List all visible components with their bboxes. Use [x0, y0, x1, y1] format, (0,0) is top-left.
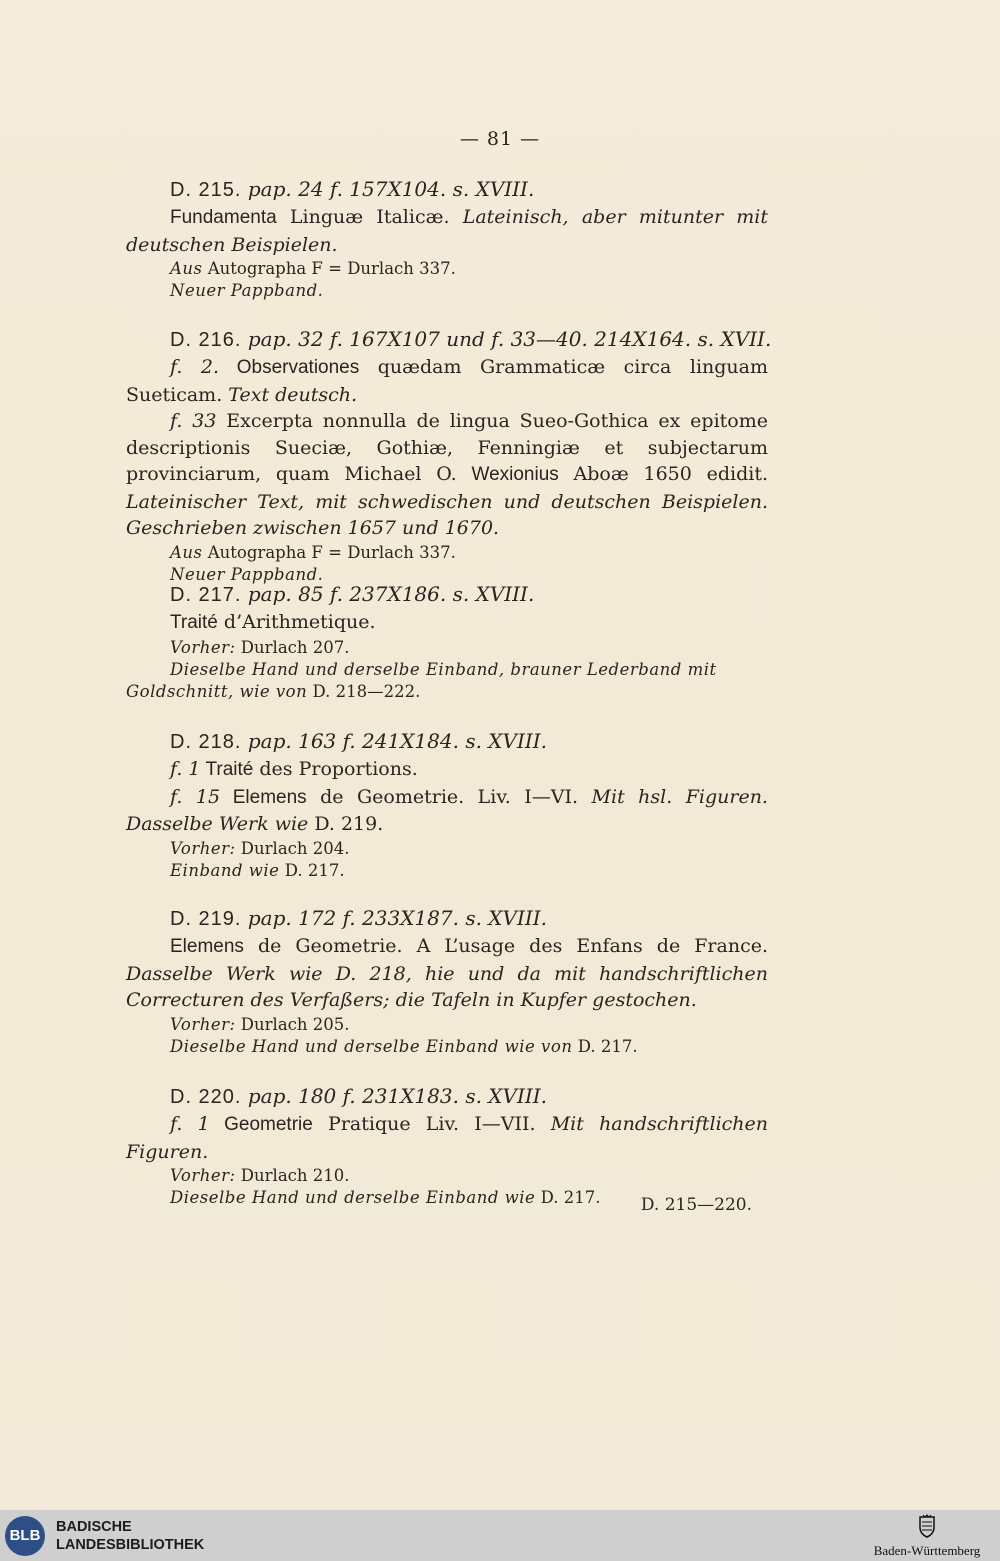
entry-description — [126, 204, 768, 258]
folio-reference: f. 33 — [170, 410, 217, 432]
provenance-note — [126, 860, 768, 882]
entry-description — [126, 933, 768, 1014]
entry-heading — [126, 904, 768, 933]
coat-of-arms-icon — [917, 1514, 937, 1538]
blb-logo[interactable]: BLB — [5, 1516, 45, 1556]
note-label: Vorher: — [170, 637, 236, 657]
entry-heading — [126, 580, 768, 609]
entry-signature: D. 220. — [170, 1086, 242, 1108]
entry-description — [126, 756, 768, 784]
provenance-note — [126, 838, 768, 860]
library-footer-bar — [0, 1510, 1000, 1561]
note-value: D. 217. — [535, 1188, 601, 1207]
entry-heading — [126, 727, 768, 756]
title-text: Excerpta nonnulla de lingua Sueo-Gothica ex epitome descriptionis Sueciæ, Gothiæ, Fenningiæ et subjectarum provinciarum, quam Michael O. — [126, 410, 768, 485]
folio-reference: f. 1 — [170, 758, 201, 780]
page-number: — 81 — — [459, 128, 541, 150]
note-label: Neuer Pappband. — [170, 564, 324, 584]
folio-reference: f. 2. — [170, 356, 220, 378]
catalog-entry — [126, 727, 768, 882]
note-label: Dieselbe Hand und derselbe Einband wie von — [170, 1036, 573, 1056]
note-label: Einband wie — [170, 860, 280, 880]
catalog-entry — [126, 175, 768, 302]
catalog-entry — [126, 325, 772, 586]
entry-physical-description: pap. 85 f. 237X186. s. XVIII. — [247, 582, 535, 606]
note-value: D. 218—222. — [307, 681, 421, 701]
provenance-note — [126, 659, 768, 703]
entry-description — [126, 408, 768, 542]
note-label: Vorher: — [170, 1166, 236, 1185]
note-label: Aus — [170, 542, 203, 562]
note-value: Autographa F = Durlach 337. — [202, 259, 456, 278]
title-text: Aboæ 1650 edidit. — [558, 463, 768, 485]
description-note: Dasselbe Werk wie D. 218, hie und da mit handschriftlichen Correcturen des Verfaßers; die Tafeln in Kupfer gestochen. — [126, 962, 768, 1011]
entry-heading — [126, 1082, 768, 1111]
title-keyword: Elemens — [220, 786, 307, 808]
provenance-note — [126, 1014, 768, 1036]
entry-signature: D. 219. — [170, 908, 242, 930]
entry-heading — [126, 175, 768, 204]
title-keyword: Elemens — [170, 936, 244, 957]
note-value: D. 217. — [279, 860, 345, 880]
title-text: de Geometrie. Liv. I—VI. — [306, 785, 592, 808]
note-label: Dieselbe Hand und derselbe Einband wie — [170, 1188, 536, 1207]
note-value: D. 217. — [572, 1036, 638, 1056]
title-text: Pratique Liv. I—VII. — [312, 1113, 551, 1135]
provenance-note — [126, 258, 768, 280]
cross-reference: D. 219. — [308, 813, 384, 835]
entry-signature: D. 216. — [170, 329, 242, 351]
description-note: Mit hsl. Figuren. Dasselbe Werk wie — [126, 785, 768, 835]
entry-physical-description: pap. 163 f. 241X184. s. XVIII. — [247, 729, 548, 753]
note-value: Durlach 205. — [235, 1014, 350, 1034]
title-text: d’Arithmetique. — [217, 611, 376, 633]
title-text: des Proportions. — [253, 758, 418, 780]
library-name[interactable] — [56, 1518, 204, 1554]
state-name: Baden-Württemberg — [873, 1543, 981, 1558]
description-note: Lateinisch, aber mitunter mit deutschen Beispielen. — [126, 206, 768, 256]
provenance-note — [126, 637, 768, 659]
note-value: Durlach 204. — [235, 838, 350, 858]
title-keyword: Geometrie — [209, 1114, 313, 1135]
description-note: Mit handschriftlichen Figuren. — [126, 1113, 769, 1163]
library-name-line2: LANDESBIBLIOTHEK — [56, 1537, 205, 1553]
note-label: Dieselbe Hand und derselbe Einband, brauner Lederband mit Goldschnitt, wie von — [126, 659, 717, 701]
entry-physical-description: pap. 180 f. 231X183. s. XVIII. — [247, 1084, 548, 1108]
title-keyword: Fundamenta — [170, 207, 277, 228]
entry-description — [126, 609, 768, 637]
provenance-note — [126, 280, 768, 302]
library-name-line1: BADISCHE — [56, 1519, 132, 1535]
description-note: Text deutsch. — [228, 383, 358, 406]
entry-signature: D. 215. — [170, 179, 242, 201]
folio-reference: f. 1 — [170, 1113, 210, 1135]
catalog-entry — [126, 580, 768, 703]
title-text: Linguæ Italicæ. — [276, 206, 463, 228]
entry-description — [126, 354, 768, 408]
entry-signature: D. 217. — [170, 584, 242, 606]
note-label: Vorher: — [170, 838, 236, 858]
entry-description — [126, 1111, 768, 1165]
running-signature: D. 215—220. — [640, 1195, 752, 1215]
catalog-entry — [126, 904, 768, 1058]
entry-physical-description: pap. 32 f. 167X107 und f. 33—40. 214X164. s. XVII. — [247, 327, 772, 351]
entry-heading — [126, 325, 772, 354]
title-keyword: Traité — [200, 759, 254, 780]
note-value: Durlach 210. — [235, 1166, 350, 1185]
description-note: Lateinischer Text, mit schwedischen und deutschen Beispielen. Geschrieben zwischen 1657 und 1670. — [126, 490, 768, 539]
title-keyword: Observationes — [219, 357, 360, 378]
provenance-note — [126, 1036, 768, 1058]
entry-physical-description: pap. 24 f. 157X104. s. XVIII. — [247, 177, 535, 201]
catalog-entry — [126, 1082, 768, 1209]
note-label: Neuer Pappband. — [170, 281, 324, 300]
title-text: de Geometrie. A L’usage des Enfans de France. — [243, 935, 768, 957]
entry-physical-description: pap. 172 f. 233X187. s. XVIII. — [247, 906, 548, 930]
entry-description — [126, 784, 768, 838]
author-name: Wexionius — [471, 464, 559, 485]
title-keyword: Traité — [170, 612, 218, 633]
provenance-note — [126, 1165, 768, 1187]
provenance-note — [126, 542, 768, 564]
entry-signature: D. 218. — [170, 731, 242, 753]
title-text: quædam Grammaticæ circa linguam Sueticam. — [126, 356, 768, 406]
note-value: Durlach 207. — [235, 637, 350, 657]
folio-reference: f. 15 — [170, 785, 221, 808]
note-value: Autographa F = Durlach 337. — [202, 542, 456, 562]
note-label: Aus — [170, 259, 203, 278]
state-logo[interactable] — [862, 1514, 992, 1559]
note-label: Vorher: — [170, 1014, 236, 1034]
